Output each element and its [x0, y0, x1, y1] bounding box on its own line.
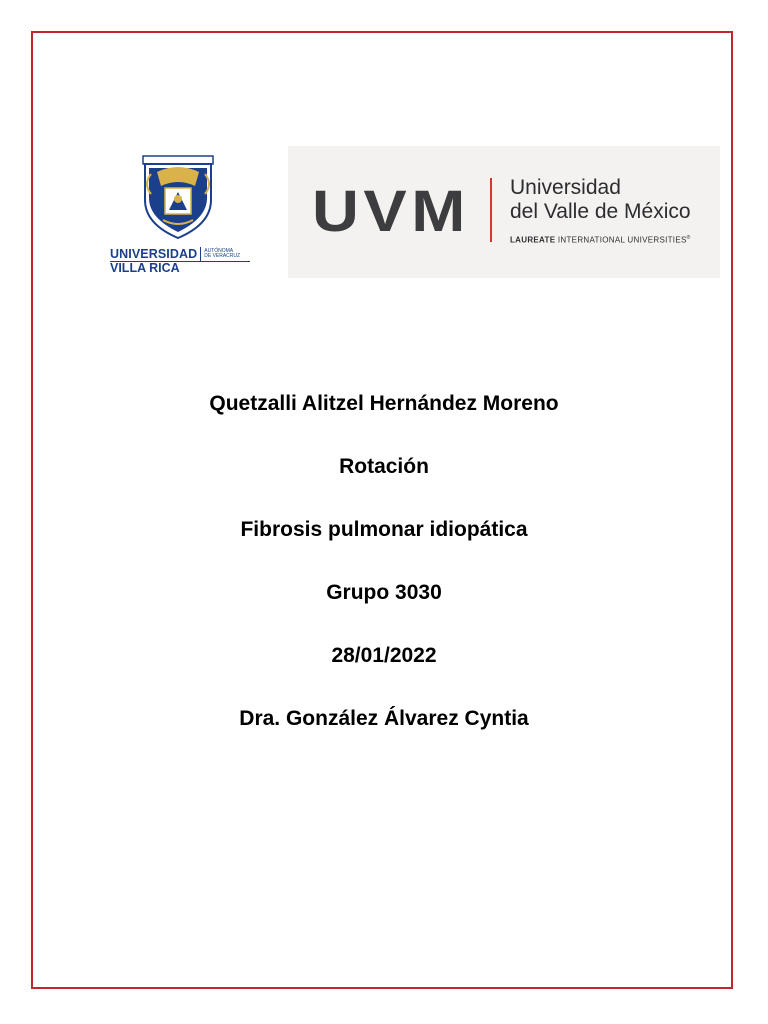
villa-rica-logo [108, 150, 253, 280]
unam-crest-icon [135, 154, 221, 242]
uvm-logo [288, 146, 720, 278]
uvm-title-line1: Universidad [510, 176, 621, 199]
uvm-tagline-mark: ® [686, 235, 691, 241]
cover-details [34, 384, 734, 762]
student-name: Quetzalli Alitzel Hernández Moreno [209, 392, 559, 415]
villa-rica-name: UNIVERSIDAD [110, 247, 198, 261]
subject-title: Rotación [339, 455, 429, 478]
uvm-tagline [510, 235, 691, 245]
villa-rica-separator [200, 247, 201, 261]
uvm-divider [490, 178, 492, 242]
uvm-title-line2: del Valle de México [510, 200, 691, 223]
uvm-wordmark: UVM [312, 179, 470, 244]
villa-rica-name-row [110, 246, 255, 262]
uvm-title [510, 176, 691, 224]
uvm-tagline-rest: INTERNATIONAL UNIVERSITIES [555, 235, 687, 245]
topic-title: Fibrosis pulmonar idiopática [240, 518, 528, 541]
date-label: 28/01/2022 [331, 644, 437, 667]
uvm-tagline-bold: LAUREATE [510, 235, 556, 245]
teacher-name: Dra. González Álvarez Cyntia [239, 707, 529, 730]
villa-rica-city: VILLA RICA [110, 261, 180, 275]
group-label: Grupo 3030 [326, 581, 442, 604]
villa-rica-affiliation: AUTÓNOMA DE VERACRUZ [204, 247, 241, 259]
